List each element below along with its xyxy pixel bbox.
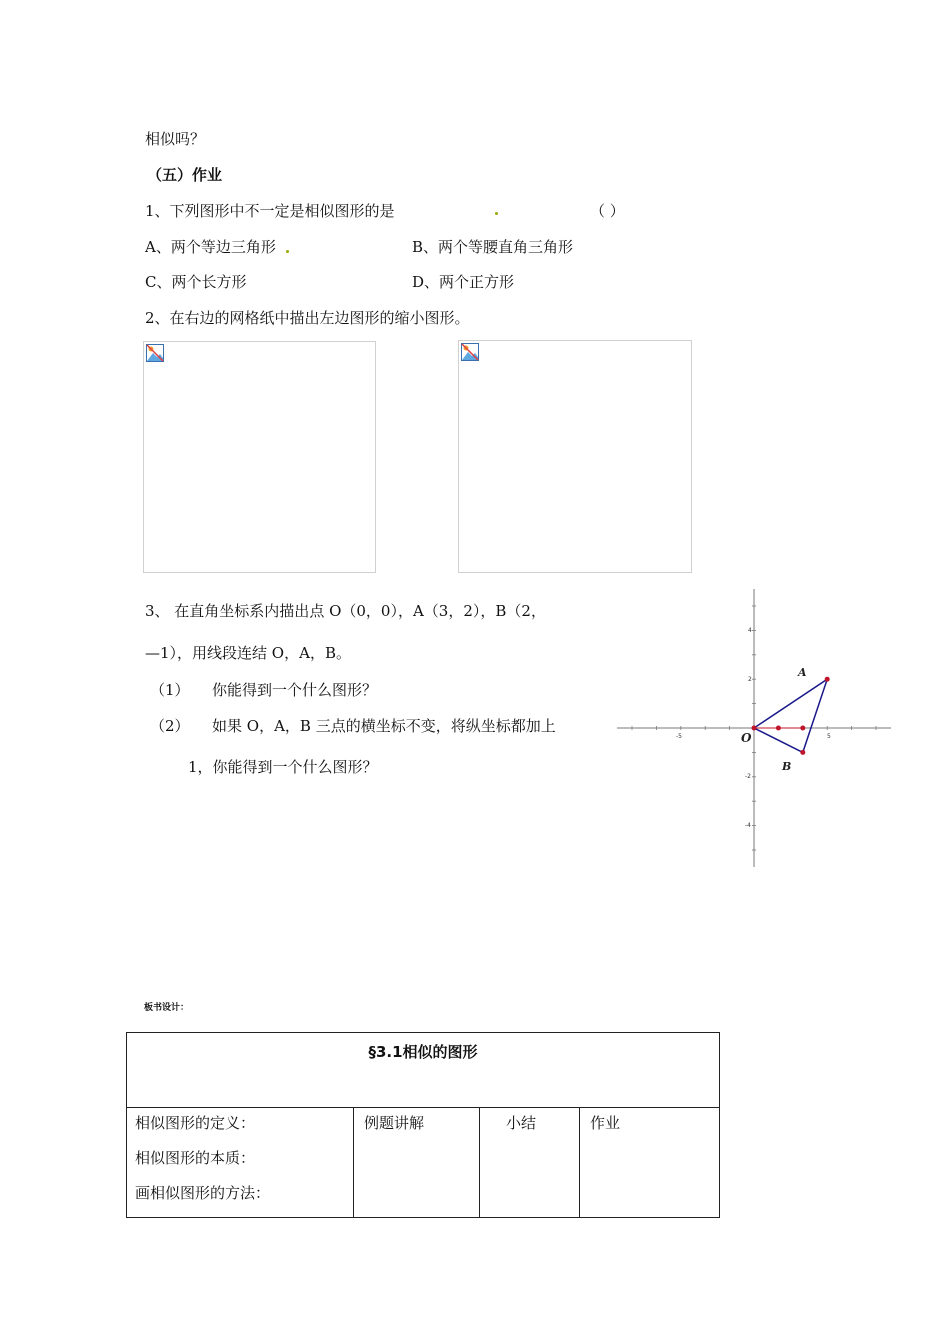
q3-line1: 3、 在直角坐标系内描出点 O（0，0），A（3，2），B（2， (145, 602, 546, 620)
board-item-definition: 相似图形的定义： (135, 1114, 256, 1132)
q1-answer-bracket: （ ） (590, 202, 625, 220)
q1-option-a: A、两个等边三角形 (145, 238, 276, 256)
board-col-definitions (127, 1108, 354, 1218)
point-o (752, 726, 757, 731)
board-examples-label: 例题讲解 (364, 1114, 425, 1132)
x-tick-label-neg5: -5 (676, 733, 682, 740)
board-summary-label: 小结 (506, 1114, 537, 1132)
label-a: A (798, 666, 807, 679)
y-tick-label-neg4: -4 (745, 822, 751, 829)
q1-option-b: B、两个等腰直角三角形 (412, 238, 574, 256)
broken-image-icon (146, 344, 164, 362)
section-heading: （五）作业 (147, 166, 223, 184)
triangle-oab (754, 679, 827, 752)
label-b: B (782, 760, 792, 773)
q1-option-c: C、两个长方形 (145, 273, 247, 291)
q2-stem: 2、在右边的网格纸中描出左边图形的缩小图形。 (145, 309, 470, 327)
q3-line2: —1），用线段连结 O，A，B。 (145, 644, 351, 662)
left-figure-placeholder (143, 341, 376, 573)
board-label: 板书设计： (144, 1003, 190, 1013)
q3-sub1-text: 你能得到一个什么图形？ (212, 681, 378, 699)
speck-dot (286, 250, 289, 253)
board-design-table (126, 1032, 720, 1218)
intro-tail-text: 相似吗？ (145, 130, 206, 148)
board-col-examples (354, 1108, 480, 1218)
right-grid-placeholder (458, 340, 692, 573)
board-item-method: 画相似图形的方法： (135, 1184, 271, 1202)
board-item-essence: 相似图形的本质： (135, 1149, 256, 1167)
board-homework-label: 作业 (590, 1114, 621, 1132)
q1-option-d: D、两个正方形 (412, 273, 515, 291)
board-col-summary (480, 1108, 580, 1218)
y-tick-label-neg2: -2 (745, 773, 751, 780)
point-b (800, 750, 805, 755)
x-tick-label-5: 5 (827, 733, 831, 740)
q1-stem: 1、下列图形中不一定是相似图形的是 (145, 202, 395, 220)
q3-sub2-text: 如果 O，A，B 三点的横坐标不变，将纵坐标都加上 (212, 717, 556, 735)
q3-sub2-number: （2） (150, 717, 190, 735)
point-marker (800, 726, 805, 731)
board-title: §3.1相似的图形 (127, 1033, 720, 1108)
q3-sub2-continuation: 1，你能得到一个什么图形？ (188, 758, 378, 776)
label-o: O (741, 731, 752, 745)
point-marker (776, 726, 781, 731)
broken-image-icon (461, 343, 479, 361)
point-a (825, 677, 830, 682)
y-tick-label-4: 4 (748, 627, 752, 634)
board-col-homework (580, 1108, 720, 1218)
speck-dot (495, 212, 498, 215)
q3-sub1-number: （1） (150, 681, 190, 699)
coordinate-figure (615, 585, 895, 870)
y-tick-label-2: 2 (748, 676, 752, 683)
